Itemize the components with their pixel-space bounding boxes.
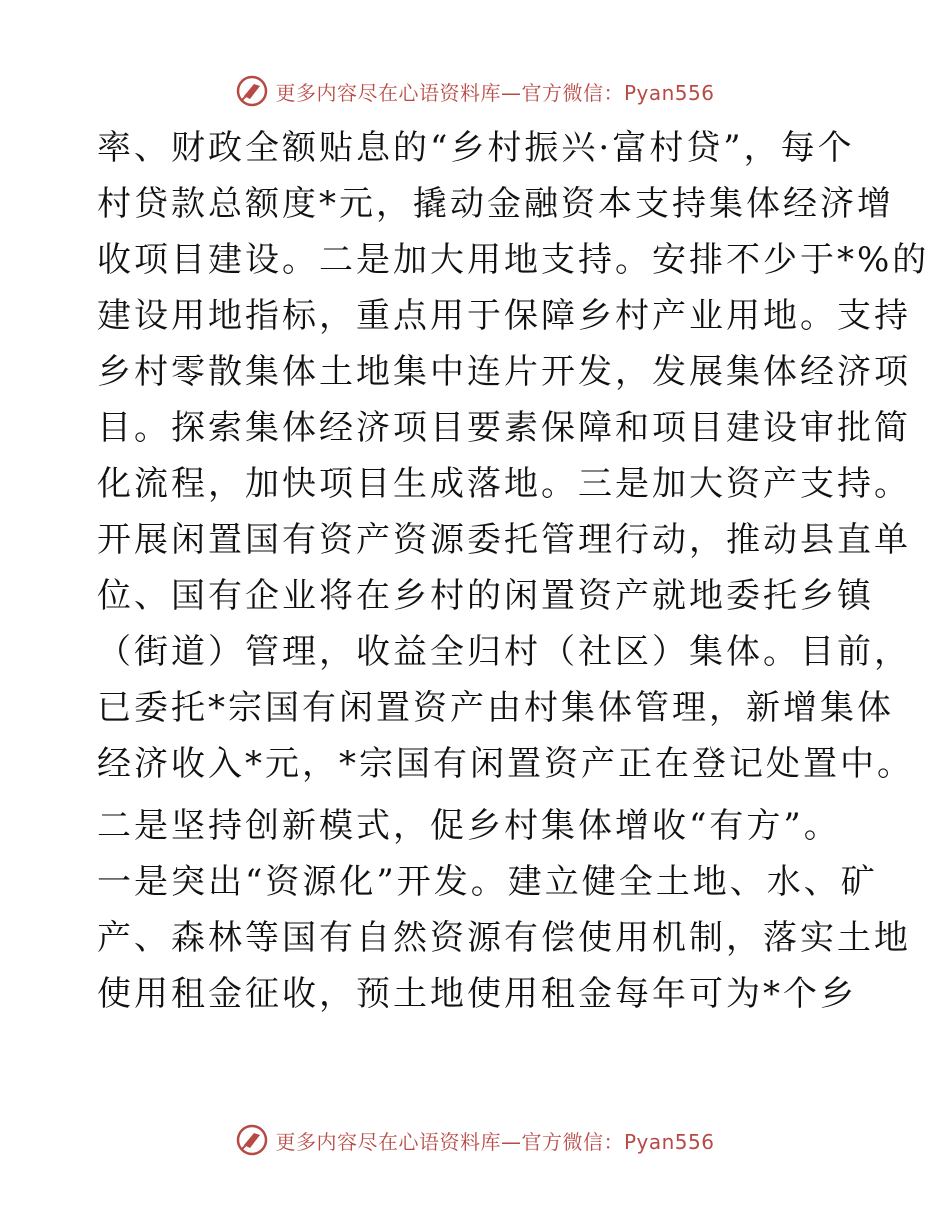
header-banner bbox=[0, 71, 950, 111]
text-line: 建设用地指标，重点用于保障乡村产业用地。支持 bbox=[97, 296, 911, 336]
section-heading-line: 二是坚持创新模式，促乡村集体增收“有方”。 bbox=[97, 806, 841, 846]
text-line: 乡村零散集体土地集中连片开发，发展集体经济项 bbox=[97, 352, 911, 392]
document-body bbox=[97, 120, 930, 1022]
text-line: 目。探索集体经济项目要素保障和项目建设审批简 bbox=[97, 408, 911, 448]
text-line: 率、财政全额贴息的“乡村振兴·富村贷”，每个 bbox=[97, 128, 855, 168]
text-line: （街道）管理，收益全归村（社区）集体。目前， bbox=[97, 632, 911, 672]
text-line: 收项目建设。二是加大用地支持。安排不少于*%的 bbox=[97, 240, 930, 280]
text-line: 化流程，加快项目生成落地。三是加大资产支持。 bbox=[97, 464, 911, 504]
footer-banner bbox=[0, 1120, 950, 1160]
footer-banner-text: 更多内容尽在心语资料库—官方微信：Pyan556 bbox=[275, 1129, 715, 1154]
text-line: 经济收入*元，*宗国有闲置资产正在登记处置中。 bbox=[97, 744, 914, 784]
text-line: 产、森林等国有自然资源有偿使用机制，落实土地 bbox=[97, 918, 911, 958]
header-banner-text: 更多内容尽在心语资料库—官方微信：Pyan556 bbox=[275, 80, 715, 105]
brand-logo-icon bbox=[235, 1123, 269, 1157]
text-line: 村贷款总额度*元，撬动金融资本支持集体经济增 bbox=[97, 184, 894, 224]
brand-logo-icon bbox=[235, 74, 269, 108]
text-line: 使用租金征收，预土地使用租金每年可为*个乡 bbox=[97, 974, 857, 1014]
text-line: 一是突出“资源化”开发。建立健全土地、水、矿 bbox=[97, 862, 878, 902]
text-line: 已委托*宗国有闲置资产由村集体管理，新增集体 bbox=[97, 688, 894, 728]
text-line: 开展闲置国有资产资源委托管理行动，推动县直单 bbox=[97, 520, 911, 560]
text-line: 位、国有企业将在乡村的闲置资产就地委托乡镇 bbox=[97, 576, 874, 616]
